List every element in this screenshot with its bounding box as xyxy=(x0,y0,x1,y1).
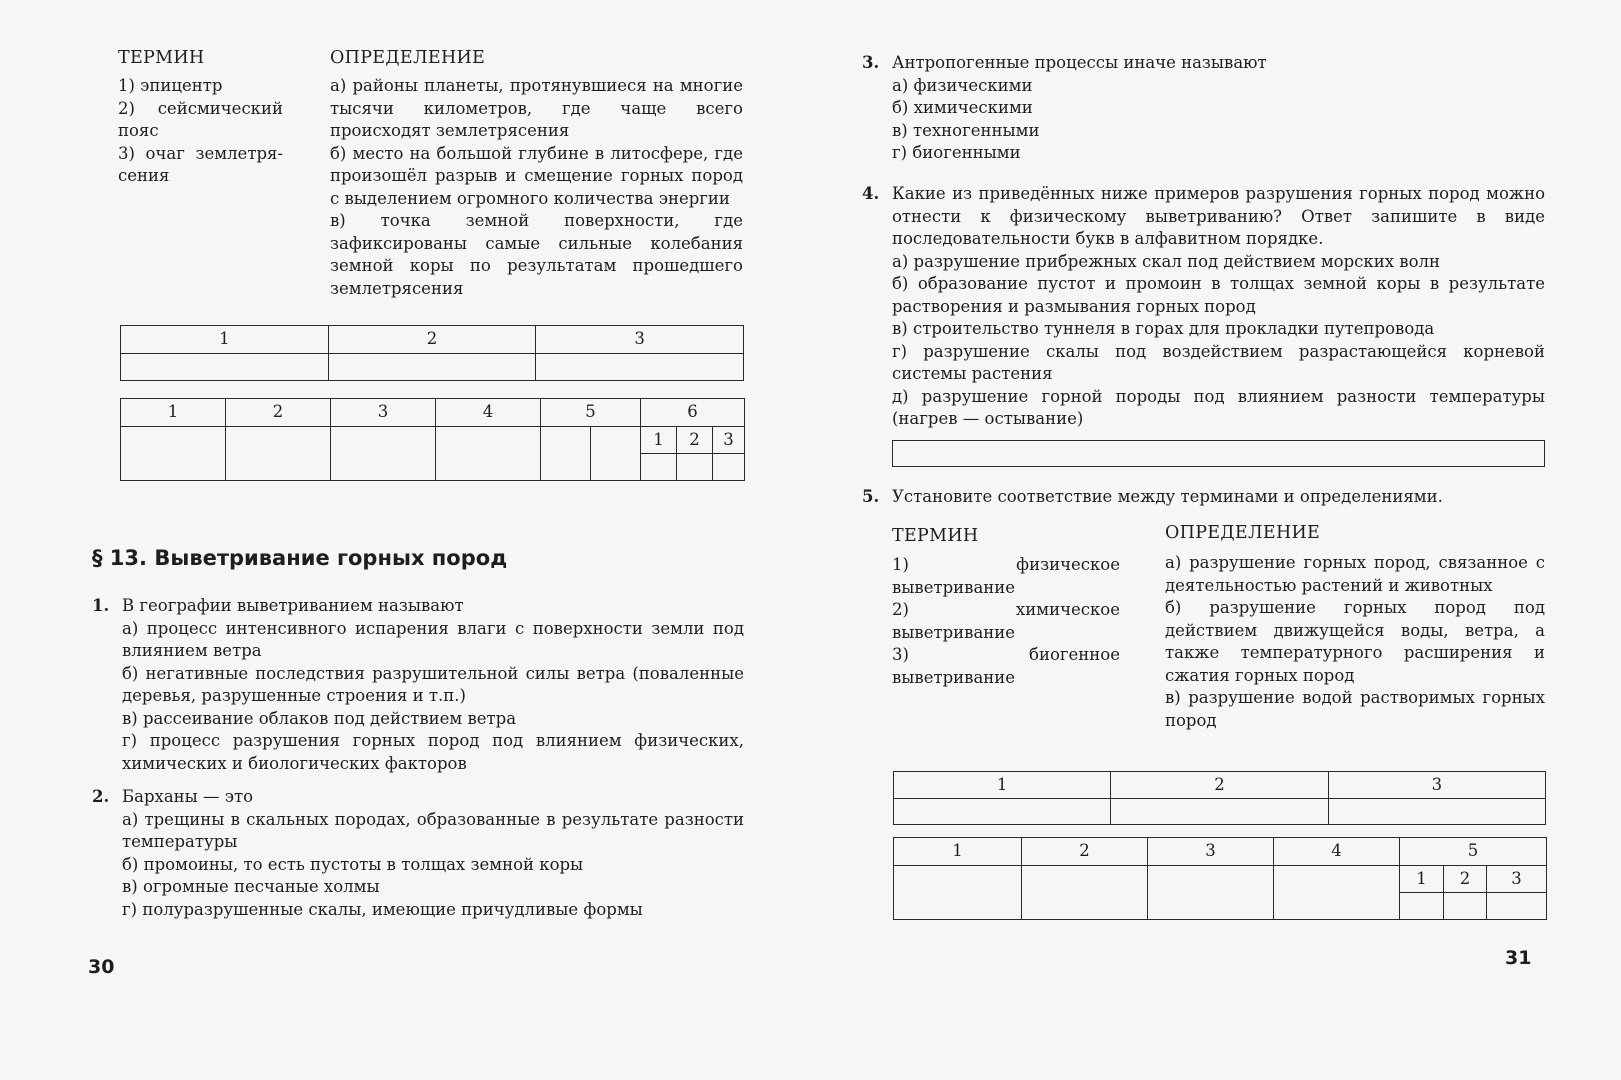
definition-item: а) разрушение горных пород, связанное с деятельностью растений и животных xyxy=(1165,553,1545,595)
code-cell[interactable] xyxy=(436,427,541,481)
answer-option: а) разрушение прибрежных скал под действием морских волн xyxy=(892,251,1440,271)
answer-option: г) полуразрушенные скалы, имеющие причудливые формы xyxy=(122,899,643,919)
term-list xyxy=(118,75,283,188)
answer-option: б) промоины, то есть пустоты в толщах земной коры xyxy=(122,854,584,874)
question-number: 3. xyxy=(862,53,880,72)
answer-option: б) химическими xyxy=(892,98,1033,117)
question-text: В географии выветриванием называют xyxy=(122,596,464,615)
term-header: ТЕРМИН xyxy=(118,48,205,68)
code-col-header: 2 xyxy=(1022,838,1148,866)
code-col-header: 5 xyxy=(541,399,641,427)
code-col-header: 3 xyxy=(1148,838,1274,866)
code-cell[interactable] xyxy=(1400,893,1444,920)
code-cell[interactable] xyxy=(641,454,677,481)
question-5 xyxy=(862,486,1545,509)
answer-option: б) негативные последствия разрушительной силы ветра (поваленные деревья, разрушенные строения и т.п.) xyxy=(122,663,744,705)
answer-option: д) разрушение горной породы под влиянием разности температуры (нагрев — остывание) xyxy=(892,386,1545,428)
definition-list xyxy=(1165,552,1545,732)
code-col-header: 2 xyxy=(226,399,331,427)
question-text: Барханы — это xyxy=(122,787,254,806)
answer-box[interactable] xyxy=(892,440,1545,467)
definition-item: б) разрушение горных пород под действием движущейся воды, ветра, а также температурного расширения и сжатия горных пород xyxy=(1165,598,1545,685)
question-number: 4. xyxy=(862,184,880,203)
term-item: 3) биогенное выветривание xyxy=(892,645,1120,687)
code-subcol-header: 1 xyxy=(1400,866,1444,893)
answer-option: в) техногенными xyxy=(892,120,1040,140)
left-page xyxy=(0,0,810,1080)
question-number: 1. xyxy=(92,596,110,615)
answer-option: в) строительство туннеля в горах для прокладки путепровода xyxy=(892,319,1435,338)
answer-cell[interactable] xyxy=(1111,799,1328,825)
answer-option: в) огромные песчаные холмы xyxy=(122,877,380,896)
code-cell[interactable] xyxy=(1444,893,1487,920)
question-4 xyxy=(862,183,1545,431)
code-cell[interactable] xyxy=(1487,893,1547,920)
code-subcol-header: 2 xyxy=(1444,866,1487,893)
term-item: 1) физическое выветривание xyxy=(892,555,1120,597)
answer-table-header: 2 xyxy=(1111,772,1328,799)
code-subcol-header: 3 xyxy=(1487,866,1547,893)
term-item: 3) очаг землетря-сения xyxy=(118,143,283,185)
code-cell[interactable] xyxy=(713,454,745,481)
answer-option: в) рассеивание облаков под действием ветра xyxy=(122,708,517,728)
definition-item: в) точка земной поверхности, где зафиксированы самые сильные колебания земной коры по результатам прошедшего землетрясения xyxy=(330,211,743,298)
code-subcol-header: 2 xyxy=(677,427,713,454)
answer-table xyxy=(120,325,744,381)
answer-option: б) образование пустот и промоин в толщах земной коры в результате растворения и размывания горных пород xyxy=(892,274,1545,316)
code-cell[interactable] xyxy=(331,427,436,481)
code-col-header: 6 xyxy=(641,399,745,427)
code-cell[interactable] xyxy=(1274,866,1400,920)
page-number: 31 xyxy=(1505,947,1532,969)
answer-table-header: 3 xyxy=(536,326,744,354)
code-cell[interactable] xyxy=(226,427,331,481)
answer-option: г) разрушение скалы под воздействием разрастающейся корневой системы растения xyxy=(892,341,1545,383)
code-table xyxy=(120,398,745,481)
term-item: 2) сейсмический пояс xyxy=(118,98,283,140)
answer-cell[interactable] xyxy=(121,354,329,381)
answer-table-header: 3 xyxy=(1328,772,1545,799)
answer-option: г) процесс разрушения горных пород под влиянием физических, химических и биологических факторов xyxy=(122,731,744,773)
page-number: 30 xyxy=(88,956,115,978)
code-subcol-header: 1 xyxy=(641,427,677,454)
definition-header: ОПРЕДЕЛЕНИЕ xyxy=(1165,523,1321,543)
question-number: 2. xyxy=(92,787,110,806)
definition-item: а) районы планеты, протянувшиеся на многие тысячи километров, где чаще всего происходят землетрясения xyxy=(330,76,743,140)
answer-cell[interactable] xyxy=(536,354,744,381)
code-cell[interactable] xyxy=(1148,866,1274,920)
definition-list xyxy=(330,75,743,300)
answer-table-header: 1 xyxy=(894,772,1111,799)
question-text: Какие из приведённых ниже примеров разрушения горных пород можно отнести к физическому выветриванию? Ответ запишите в виде последовательности букв в алфавитном порядке. xyxy=(892,184,1545,248)
section-title: § 13. Выветривание горных пород xyxy=(92,546,508,570)
code-col-header: 4 xyxy=(1274,838,1400,866)
question-text: Антропогенные процессы иначе называют xyxy=(892,53,1267,72)
code-col-header: 3 xyxy=(331,399,436,427)
answer-table-header: 2 xyxy=(328,326,536,354)
question-1 xyxy=(92,595,744,775)
answer-table xyxy=(893,771,1546,825)
definition-header: ОПРЕДЕЛЕНИЕ xyxy=(330,48,486,68)
question-text: Установите соответствие между терминами и определениями. xyxy=(892,487,1443,506)
code-table xyxy=(893,837,1547,920)
answer-option: а) трещины в скальных породах, образованные в результате разности температуры xyxy=(122,809,744,851)
answer-cell[interactable] xyxy=(1328,799,1545,825)
answer-option: а) физическими xyxy=(892,75,1033,95)
question-3 xyxy=(862,52,1542,165)
answer-table-header: 1 xyxy=(121,326,329,354)
answer-cell[interactable] xyxy=(328,354,536,381)
definition-item: в) разрушение водой растворимых горных пород xyxy=(1165,688,1545,730)
code-subcol-header: 3 xyxy=(713,427,745,454)
answer-option: а) процесс интенсивного испарения влаги с поверхности земли под влиянием ветра xyxy=(122,618,744,660)
code-col-header: 5 xyxy=(1400,838,1547,866)
question-2 xyxy=(92,786,744,921)
code-col-header: 1 xyxy=(894,838,1022,866)
code-cell[interactable] xyxy=(541,427,591,481)
code-cell[interactable] xyxy=(677,454,713,481)
definition-item: б) место на большой глубине в литосфере, где произошёл разрыв и смещение горных пород с выделением огромного количества энергии xyxy=(330,143,743,208)
code-cell[interactable] xyxy=(894,866,1022,920)
term-item: 2) химическое выветривание xyxy=(892,600,1120,642)
question-number: 5. xyxy=(862,487,880,506)
term-list xyxy=(892,554,1120,689)
term-item: 1) эпицентр xyxy=(118,76,223,95)
answer-option: г) биогенными xyxy=(892,143,1021,162)
answer-cell[interactable] xyxy=(894,799,1111,825)
code-col-header: 4 xyxy=(436,399,541,427)
code-cell[interactable] xyxy=(121,427,226,481)
code-cell[interactable] xyxy=(591,427,641,481)
right-page xyxy=(810,0,1621,1080)
code-cell[interactable] xyxy=(1022,866,1148,920)
code-col-header: 1 xyxy=(121,399,226,427)
term-header: ТЕРМИН xyxy=(892,526,979,546)
